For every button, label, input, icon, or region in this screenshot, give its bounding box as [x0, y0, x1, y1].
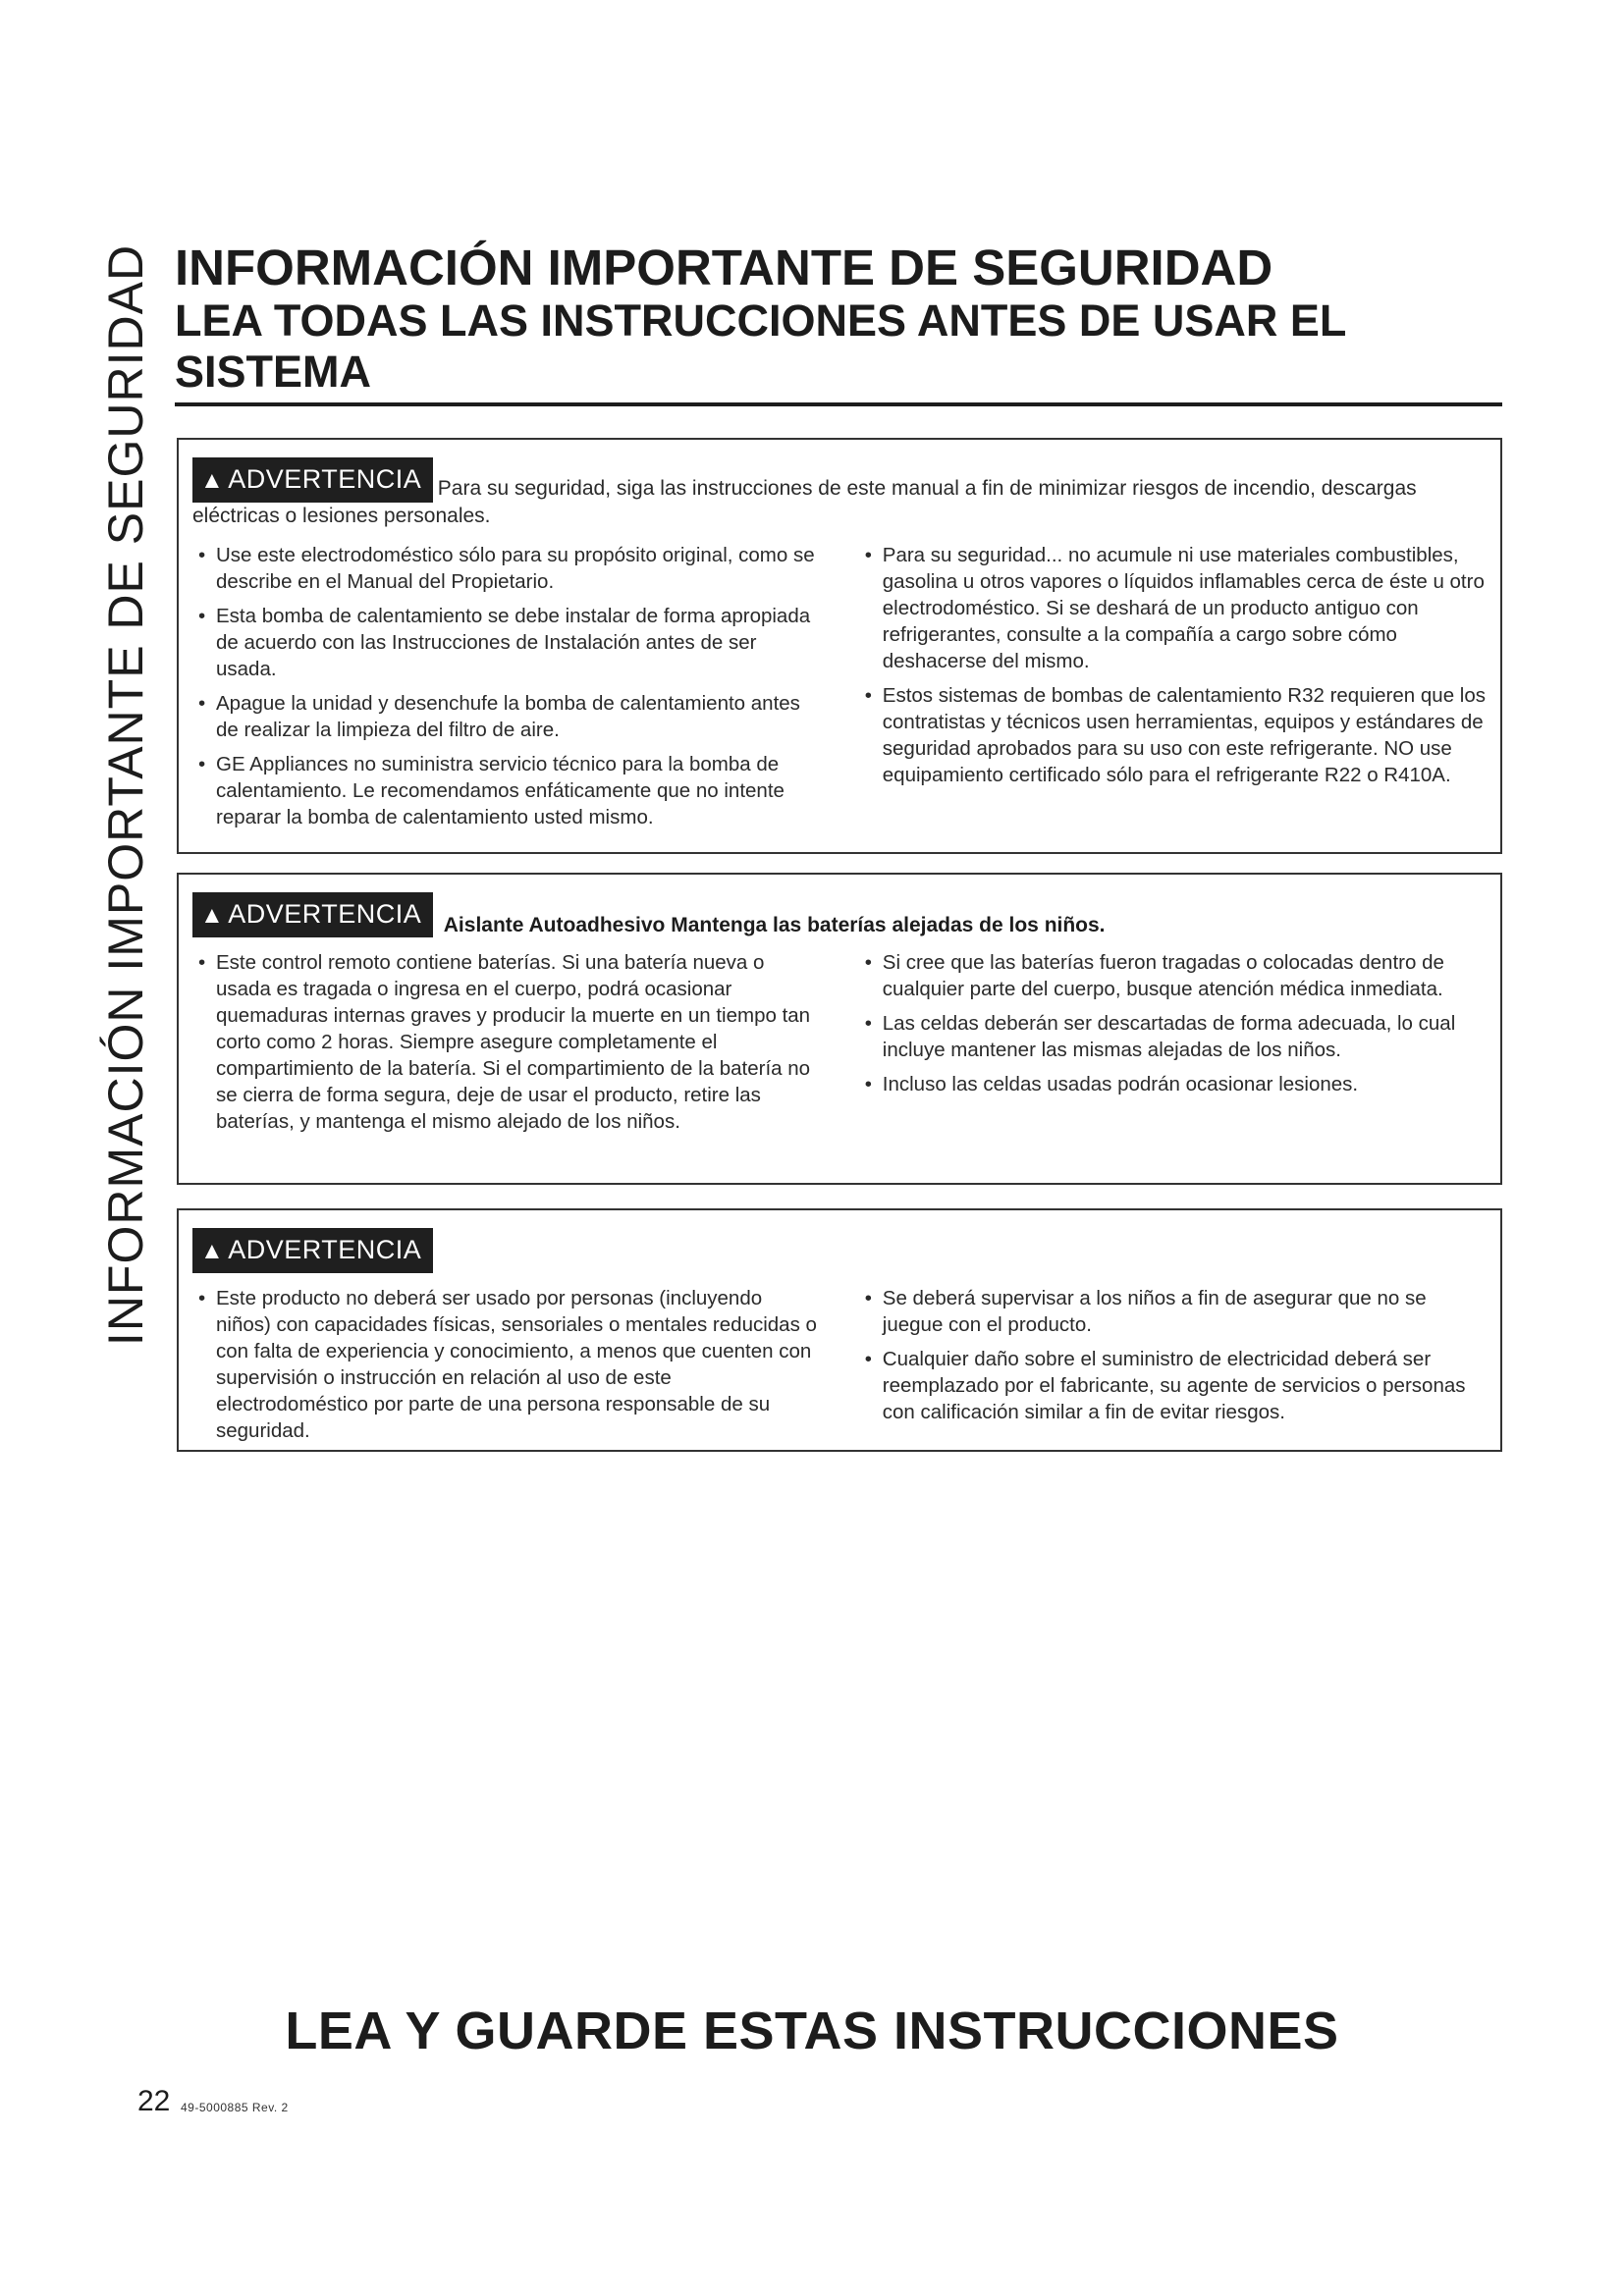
warning-list-left [192, 949, 820, 1143]
warning-intro: Aislante Autoadhesivo Mantenga las baterías alejadas de los niños. [443, 914, 1106, 936]
list-item: • Si cree que las baterías fueron tragadas o colocadas dentro de cualquier parte del cuerpo, busque atención médica inmediata. [859, 949, 1487, 1002]
footer-title: LEA Y GUARDE ESTAS INSTRUCCIONES [285, 2002, 1339, 2060]
list-item: • GE Appliances no suministra servicio técnico para la bomba de calentamiento. Le recomendamos enfáticamente que no intente reparar la bomba de calentamiento usted mismo. [192, 751, 820, 830]
warning-box-supervision [177, 1208, 1502, 1452]
list-item: • Las celdas deberán ser descartadas de forma adecuada, lo cual incluye mantener las mismas alejadas de los niños. [859, 1010, 1487, 1063]
list-item: • Este producto no deberá ser usado por personas (incluyendo niños) con capacidades físicas, sensoriales o mentales reducidas o con falta de experiencia y conocimiento, a menos que cuenten con supervisión o instrucción en relación al uso de este electrodoméstico por parte de una persona responsable de su seguridad. [192, 1285, 820, 1444]
warning-badge: ▲ ADVERTENCIA [192, 1228, 433, 1273]
title-line-2: LEA TODAS LAS INSTRUCCIONES ANTES DE USAR EL SISTEMA [175, 295, 1346, 397]
list-item: • Para su seguridad... no acumule ni use materiales combustibles, gasolina u otros vapores o líquidos inflamables cerca de éste u otro electrodoméstico. Si se deshará de un producto antiguo con refrigerantes, consulte a la compañía a cargo sobre cómo deshacerse del mismo. [859, 542, 1487, 674]
warning-box-batteries [177, 873, 1502, 1185]
warning-badge: ▲ ADVERTENCIA [192, 892, 433, 937]
warning-triangle-icon: ▲ [200, 1238, 225, 1264]
warning-list-left [192, 1285, 820, 1452]
list-item: • Cualquier daño sobre el suministro de electricidad deberá ser reemplazado por el fabricante, su agente de servicios o personas con calificación similar a fin de evitar riesgos. [859, 1346, 1487, 1425]
page-number: 22 [137, 2085, 171, 2117]
warning-box-general [177, 438, 1502, 854]
warning-list-right [859, 949, 1487, 1143]
warning-list-right [859, 1285, 1487, 1452]
title-divider [175, 402, 1502, 406]
document-code: 49-5000885 Rev. 2 [181, 2101, 289, 2114]
list-item: • Incluso las celdas usadas podrán ocasionar lesiones. [859, 1071, 1487, 1097]
warning-list-left [192, 542, 820, 838]
title-line-1: INFORMACIÓN IMPORTANTE DE SEGURIDAD [175, 240, 1273, 295]
list-item: • Este control remoto contiene baterías. Si una batería nueva o usada es tragada o ingresa en el cuerpo, podrá ocasionar quemaduras internas graves y producir la muerte en un tiempo tan corto como 2 horas. Siempre asegure completamente el compartimiento de la batería. Si el compartimiento de la batería no se cierra de forma segura, deje de usar el producto, retire las baterías, y mantenga el mismo alejado de los niños. [192, 949, 820, 1135]
list-item: • Apague la unidad y desenchufe la bomba de calentamiento antes de realizar la limpieza del filtro de aire. [192, 690, 820, 743]
list-item: • Use este electrodoméstico sólo para su propósito original, como se describe en el Manual del Propietario. [192, 542, 820, 595]
warning-triangle-icon: ▲ [200, 467, 225, 494]
warning-list-right [859, 542, 1487, 838]
list-item: • Se deberá supervisar a los niños a fin de asegurar que no se juegue con el producto. [859, 1285, 1487, 1338]
list-item: • Esta bomba de calentamiento se debe instalar de forma apropiada de acuerdo con las Instrucciones de Instalación antes de ser usada. [192, 603, 820, 682]
warning-triangle-icon: ▲ [200, 902, 225, 929]
warning-intro: Para su seguridad, siga las instrucciones de este manual a fin de minimizar riesgos de incendio, descargas eléctricas o lesiones personales. [192, 477, 1417, 527]
list-item: • Estos sistemas de bombas de calentamiento R32 requieren que los contratistas y técnicos usen herramientas, equipos y estándares de seguridad aprobados para su uso con este refrigerante. NO use equipamiento certificado sólo para el refrigerante R22 o R410A. [859, 682, 1487, 788]
warning-badge: ▲ ADVERTENCIA [192, 457, 433, 503]
page-title [175, 240, 1500, 398]
side-section-tab: INFORMACIÓN IMPORTANTE DE SEGURIDAD [98, 243, 153, 1347]
